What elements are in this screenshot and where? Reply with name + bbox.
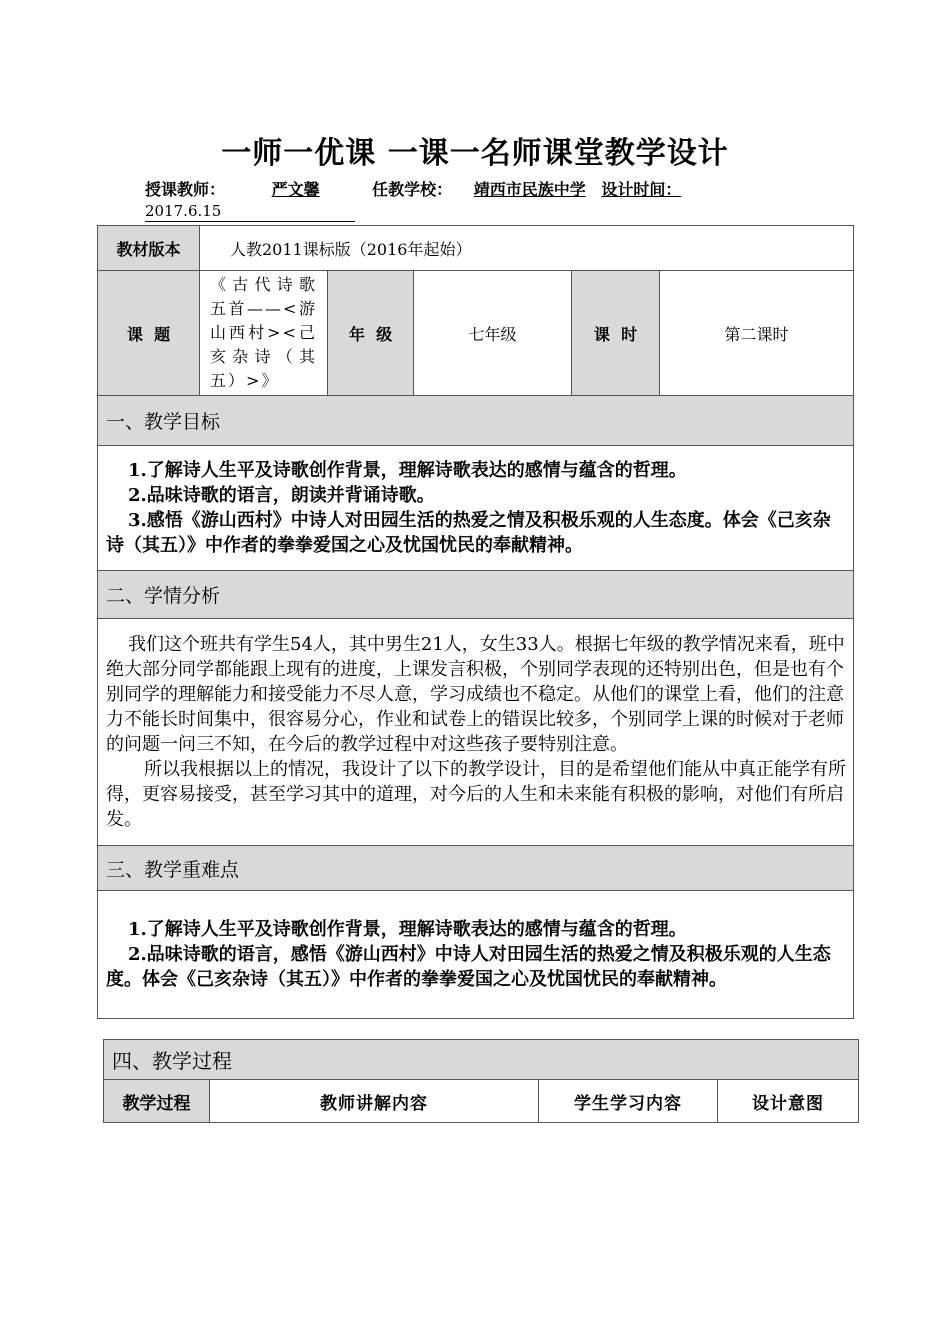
textbook-label: 教材版本	[98, 226, 200, 271]
topic-value: 《古代诗歌五首——<游山西村><己亥杂诗（其五）>》	[210, 275, 317, 390]
section-analysis-title: 二、学情分析	[98, 571, 854, 619]
objective-3: 3.感悟《游山西村》中诗人对田园生活的热爱之情及积极乐观的人生态度。体会《己亥杂诗（其五）》中作者的拳拳爱国之心及忧国忧民的奉献精神。	[106, 510, 831, 556]
info-table	[97, 225, 854, 396]
section-objectives-body	[98, 446, 854, 571]
school-name: 靖西市民族中学	[473, 180, 586, 199]
section-objectives-title: 一、教学目标	[98, 396, 854, 446]
section-keypoints-body	[98, 891, 854, 1019]
design-time-label: 设计时间：	[601, 180, 682, 199]
teacher-name: 严文馨	[271, 180, 320, 199]
design-date: 2017.6.15	[145, 202, 355, 222]
process-col-intent: 设计意图	[718, 1080, 859, 1123]
period-label: 课 时	[572, 271, 660, 396]
grade-label: 年 级	[328, 271, 414, 396]
analysis-paragraph-2: 所以我根据以上的情况，我设计了以下的教学设计，目的是希望他们能从中真正能学有所得，更容易接受，甚至学习其中的道理，对今后的人生和未来能有积极的影响，对他们有所启发。	[106, 759, 846, 830]
process-col-student: 学生学习内容	[539, 1080, 718, 1123]
keypoint-2: 2.品味诗歌的语言，感悟《游山西村》中诗人对田园生活的热爱之情及积极乐观的人生态度。体会《己亥杂诗（其五）》中作者的拳拳爱国之心及忧国忧民的奉献精神。	[106, 944, 831, 990]
document-title: 一师一优课 一课一名师课堂教学设计	[221, 136, 729, 171]
objective-1: 1.了解诗人生平及诗歌创作背景，理解诗歌表达的感情与蕴含的哲理。	[128, 460, 687, 481]
process-col-teacher: 教师讲解内容	[210, 1080, 539, 1123]
topic-value-cell	[200, 271, 328, 396]
meta-line	[145, 177, 681, 200]
school-label: 任教学校：	[372, 180, 453, 199]
teacher-label: 授课教师：	[145, 180, 226, 199]
textbook-value: 人教2011课标版（2016年起始）	[200, 226, 854, 271]
topic-label: 课 题	[98, 271, 200, 396]
keypoint-1: 1.了解诗人生平及诗歌创作背景，理解诗歌表达的感情与蕴含的哲理。	[128, 919, 687, 940]
process-col-stage: 教学过程	[104, 1080, 210, 1123]
section-keypoints-title: 三、教学重难点	[98, 846, 854, 891]
process-table	[103, 1039, 859, 1123]
section-analysis-body	[98, 619, 854, 846]
period-value: 第二课时	[660, 271, 854, 396]
section-process-title: 四、教学过程	[104, 1040, 859, 1080]
grade-value: 七年级	[414, 271, 572, 396]
objective-2: 2.品味诗歌的语言，朗读并背诵诗歌。	[128, 485, 435, 506]
content-table	[97, 395, 854, 1019]
analysis-paragraph-1: 我们这个班共有学生54人，其中男生21人，女生33人。根据七年级的教学情况来看，班中绝大部分同学都能跟上现有的进度，上课发言积极，个别同学表现的还特别出色，但是也有个别同学的理解能力和接受能力不尽人意，学习成绩也不稳定。从他们的课堂上看，他们的注意力不能长时间集中，很容易分心，作业和试卷上的错误比较多，个别同学上课的时候对于老师的问题一问三不知，在今后的教学过程中对这些孩子要特别注意。	[106, 634, 845, 755]
